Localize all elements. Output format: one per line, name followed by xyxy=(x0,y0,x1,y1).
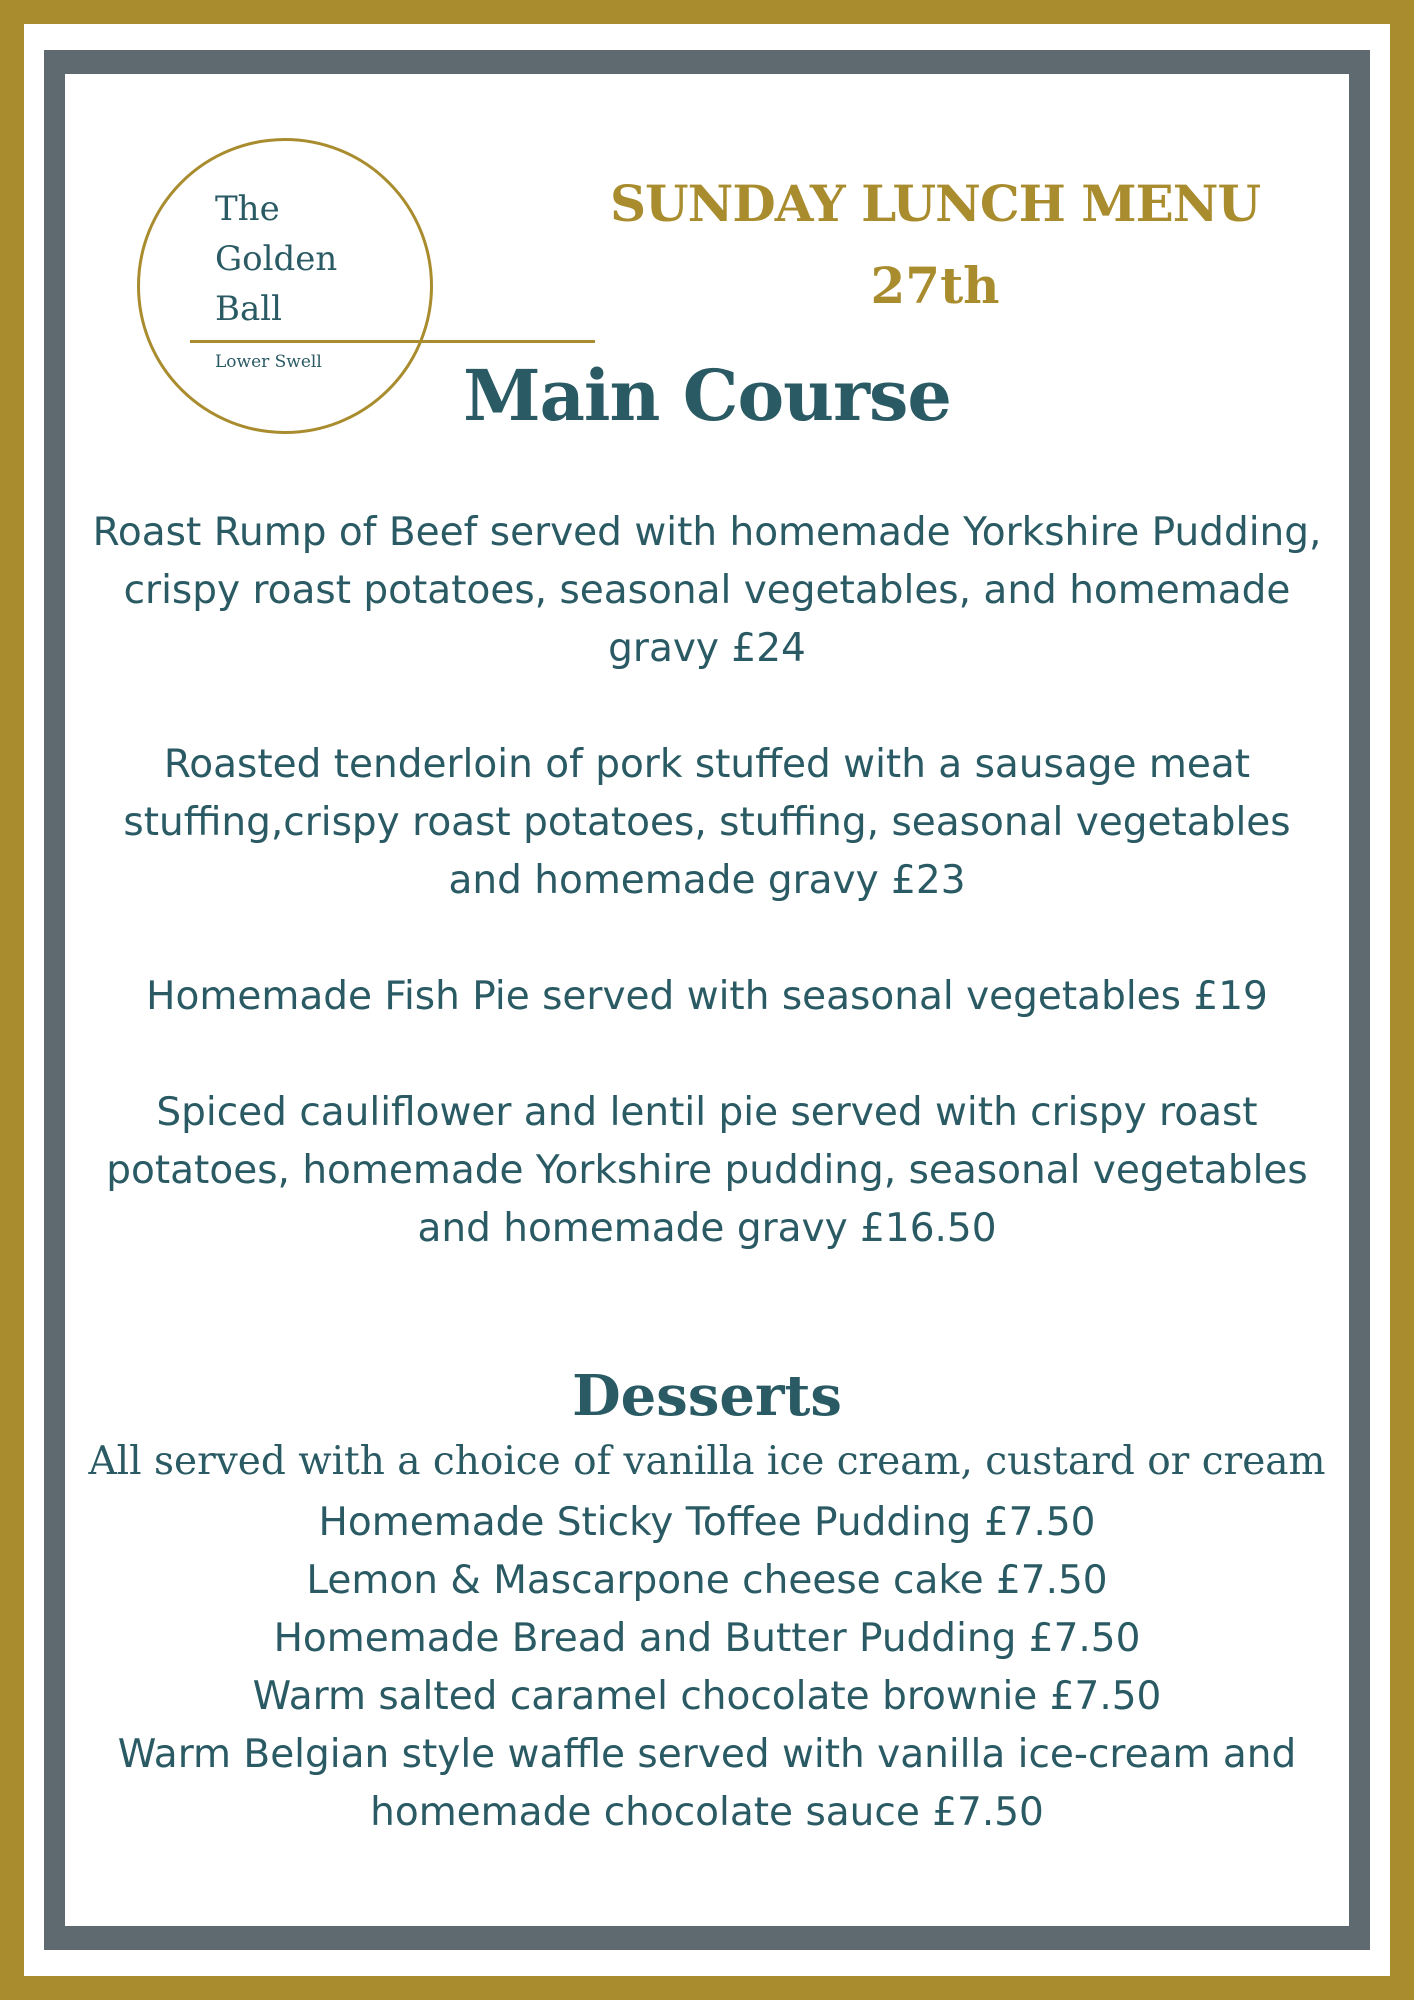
desserts-note: All served with a choice of vanilla ice cream, custard or cream xyxy=(88,1439,1326,1484)
dessert-item: Homemade Sticky Toffee Pudding £7.50 xyxy=(318,1500,1096,1545)
logo-line-1: The xyxy=(215,189,280,229)
main-course-list xyxy=(85,504,1329,1316)
logo-underline xyxy=(190,340,595,343)
logo-name xyxy=(215,184,337,334)
menu-date: 27th xyxy=(870,256,1000,315)
dessert-item: Homemade Bread and Butter Pudding £7.50 xyxy=(273,1616,1141,1661)
main-course-item: Homemade Fish Pie served with seasonal vegetables £19 xyxy=(146,974,1268,1019)
desserts-list xyxy=(85,1494,1329,1842)
dessert-item: Warm Belgian style waffle served with vanilla ice-cream and homemade chocolate sauce £7.50 xyxy=(117,1732,1297,1835)
main-course-item: Spiced cauliflower and lentil pie served with crispy roast potatoes, homemade Yorkshire pudding, seasonal vegetables and homemade gravy £16.50 xyxy=(106,1090,1308,1251)
main-course-item: Roasted tenderloin of pork stuffed with a sausage meat stuffing,crispy roast potatoes, stuffing, seasonal vegetables and homemade gravy £23 xyxy=(123,742,1291,903)
logo-line-2: Golden xyxy=(215,239,338,279)
dessert-item: Lemon & Mascarpone cheese cake £7.50 xyxy=(306,1558,1108,1603)
desserts-heading: Desserts xyxy=(572,1363,842,1429)
logo-location: Lower Swell xyxy=(215,352,322,372)
menu-title: SUNDAY LUNCH MENU xyxy=(609,174,1261,233)
main-course-heading: Main Course xyxy=(463,354,951,437)
menu-card xyxy=(65,74,1349,1926)
logo-line-3: Ball xyxy=(215,289,283,329)
dessert-item: Warm salted caramel chocolate brownie £7.50 xyxy=(252,1674,1162,1719)
main-course-item: Roast Rump of Beef served with homemade Yorkshire Pudding, crispy roast potatoes, seasonal vegetables, and homemade gravy £24 xyxy=(92,510,1322,671)
